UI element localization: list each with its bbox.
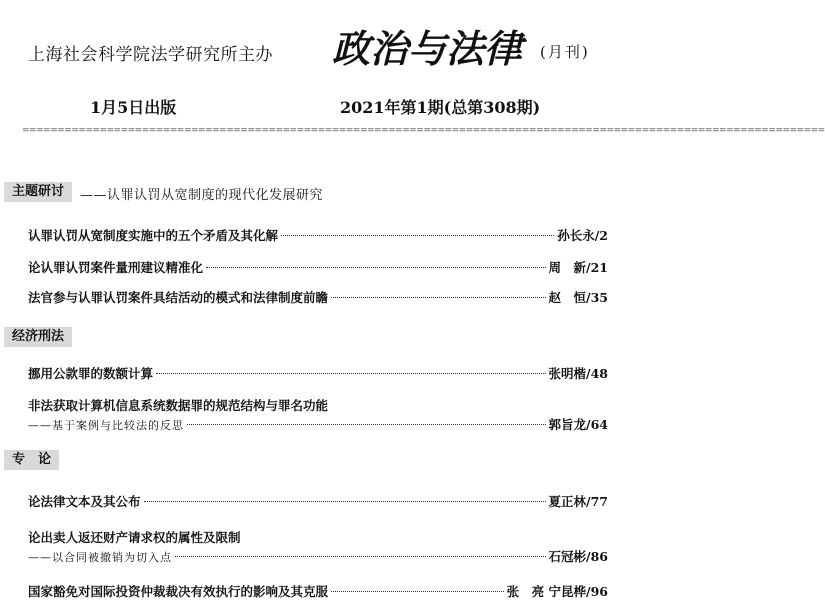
article-title: 论法律文本及其公布 <box>28 494 141 509</box>
section-tab-special-topics: 专 论 <box>4 450 59 470</box>
issue-number: 2021年第1期(总第308期) <box>340 98 541 117</box>
toc-entry[interactable] <box>28 258 608 278</box>
article-title: 挪用公款罪的数额计算 <box>28 366 154 381</box>
article-author-page: 郭旨龙/64 <box>548 417 608 432</box>
article-subtitle: ——以合同被撤销为切入点 <box>28 551 172 564</box>
section-tab-theme: 主题研讨 <box>4 182 72 202</box>
toc-entry[interactable] <box>28 364 608 384</box>
header-divider: ================================================================================================================== <box>22 126 825 136</box>
leader-dots <box>331 297 546 298</box>
toc-entry[interactable] <box>28 582 608 602</box>
leader-dots <box>281 235 554 236</box>
article-author-page: 孙长永/2 <box>557 228 608 243</box>
article-title: 认罪认罚从宽制度实施中的五个矛盾及其化解 <box>28 228 279 243</box>
journal-logo <box>330 22 530 74</box>
article-author-page: 周 新/21 <box>548 260 608 275</box>
article-title: 国家豁免对国际投资仲裁裁决有效执行的影响及其克服 <box>28 584 329 599</box>
section-subtitle-theme: ——认罪认罚从宽制度的现代化发展研究 <box>80 188 324 203</box>
article-author-page: 张 亮 宁昆桦/96 <box>506 584 608 599</box>
monthly-label: (月刊) <box>540 43 590 61</box>
toc-entry[interactable] <box>28 226 608 246</box>
toc-entry[interactable] <box>28 288 608 308</box>
leader-dots <box>144 501 546 502</box>
leader-dots <box>156 373 546 374</box>
leader-dots <box>175 556 546 557</box>
article-author-page: 夏正林/77 <box>548 494 608 509</box>
toc-entry-continued[interactable] <box>28 415 608 435</box>
article-title[interactable]: 非法获取计算机信息系统数据罪的规范结构与罪名功能 <box>28 398 329 413</box>
publisher-text: 上海社会科学院法学研究所主办 <box>28 45 273 65</box>
article-author-page: 张明楷/48 <box>548 366 608 381</box>
article-subtitle: ——基于案例与比较法的反思 <box>28 419 184 432</box>
article-author-page: 赵 恒/35 <box>548 290 608 305</box>
article-title[interactable]: 论出卖人返还财产请求权的属性及限制 <box>28 530 241 545</box>
article-title: 论认罪认罚案件量刑建议精准化 <box>28 260 204 275</box>
leader-dots <box>331 591 504 592</box>
publication-date: 1月5日出版 <box>90 98 177 117</box>
toc-entry-continued[interactable] <box>28 547 608 567</box>
article-author-page: 石冠彬/86 <box>548 549 608 564</box>
leader-dots <box>206 267 546 268</box>
toc-entry[interactable] <box>28 492 608 512</box>
journal-logo-calligraphy <box>330 22 530 74</box>
article-title: 法官参与认罪认罚案件具结活动的模式和法律制度前瞻 <box>28 290 329 305</box>
leader-dots <box>187 424 546 425</box>
logo-glyphs: 政治与法律 <box>332 26 523 71</box>
section-tab-economic-criminal-law: 经济刑法 <box>4 327 72 347</box>
